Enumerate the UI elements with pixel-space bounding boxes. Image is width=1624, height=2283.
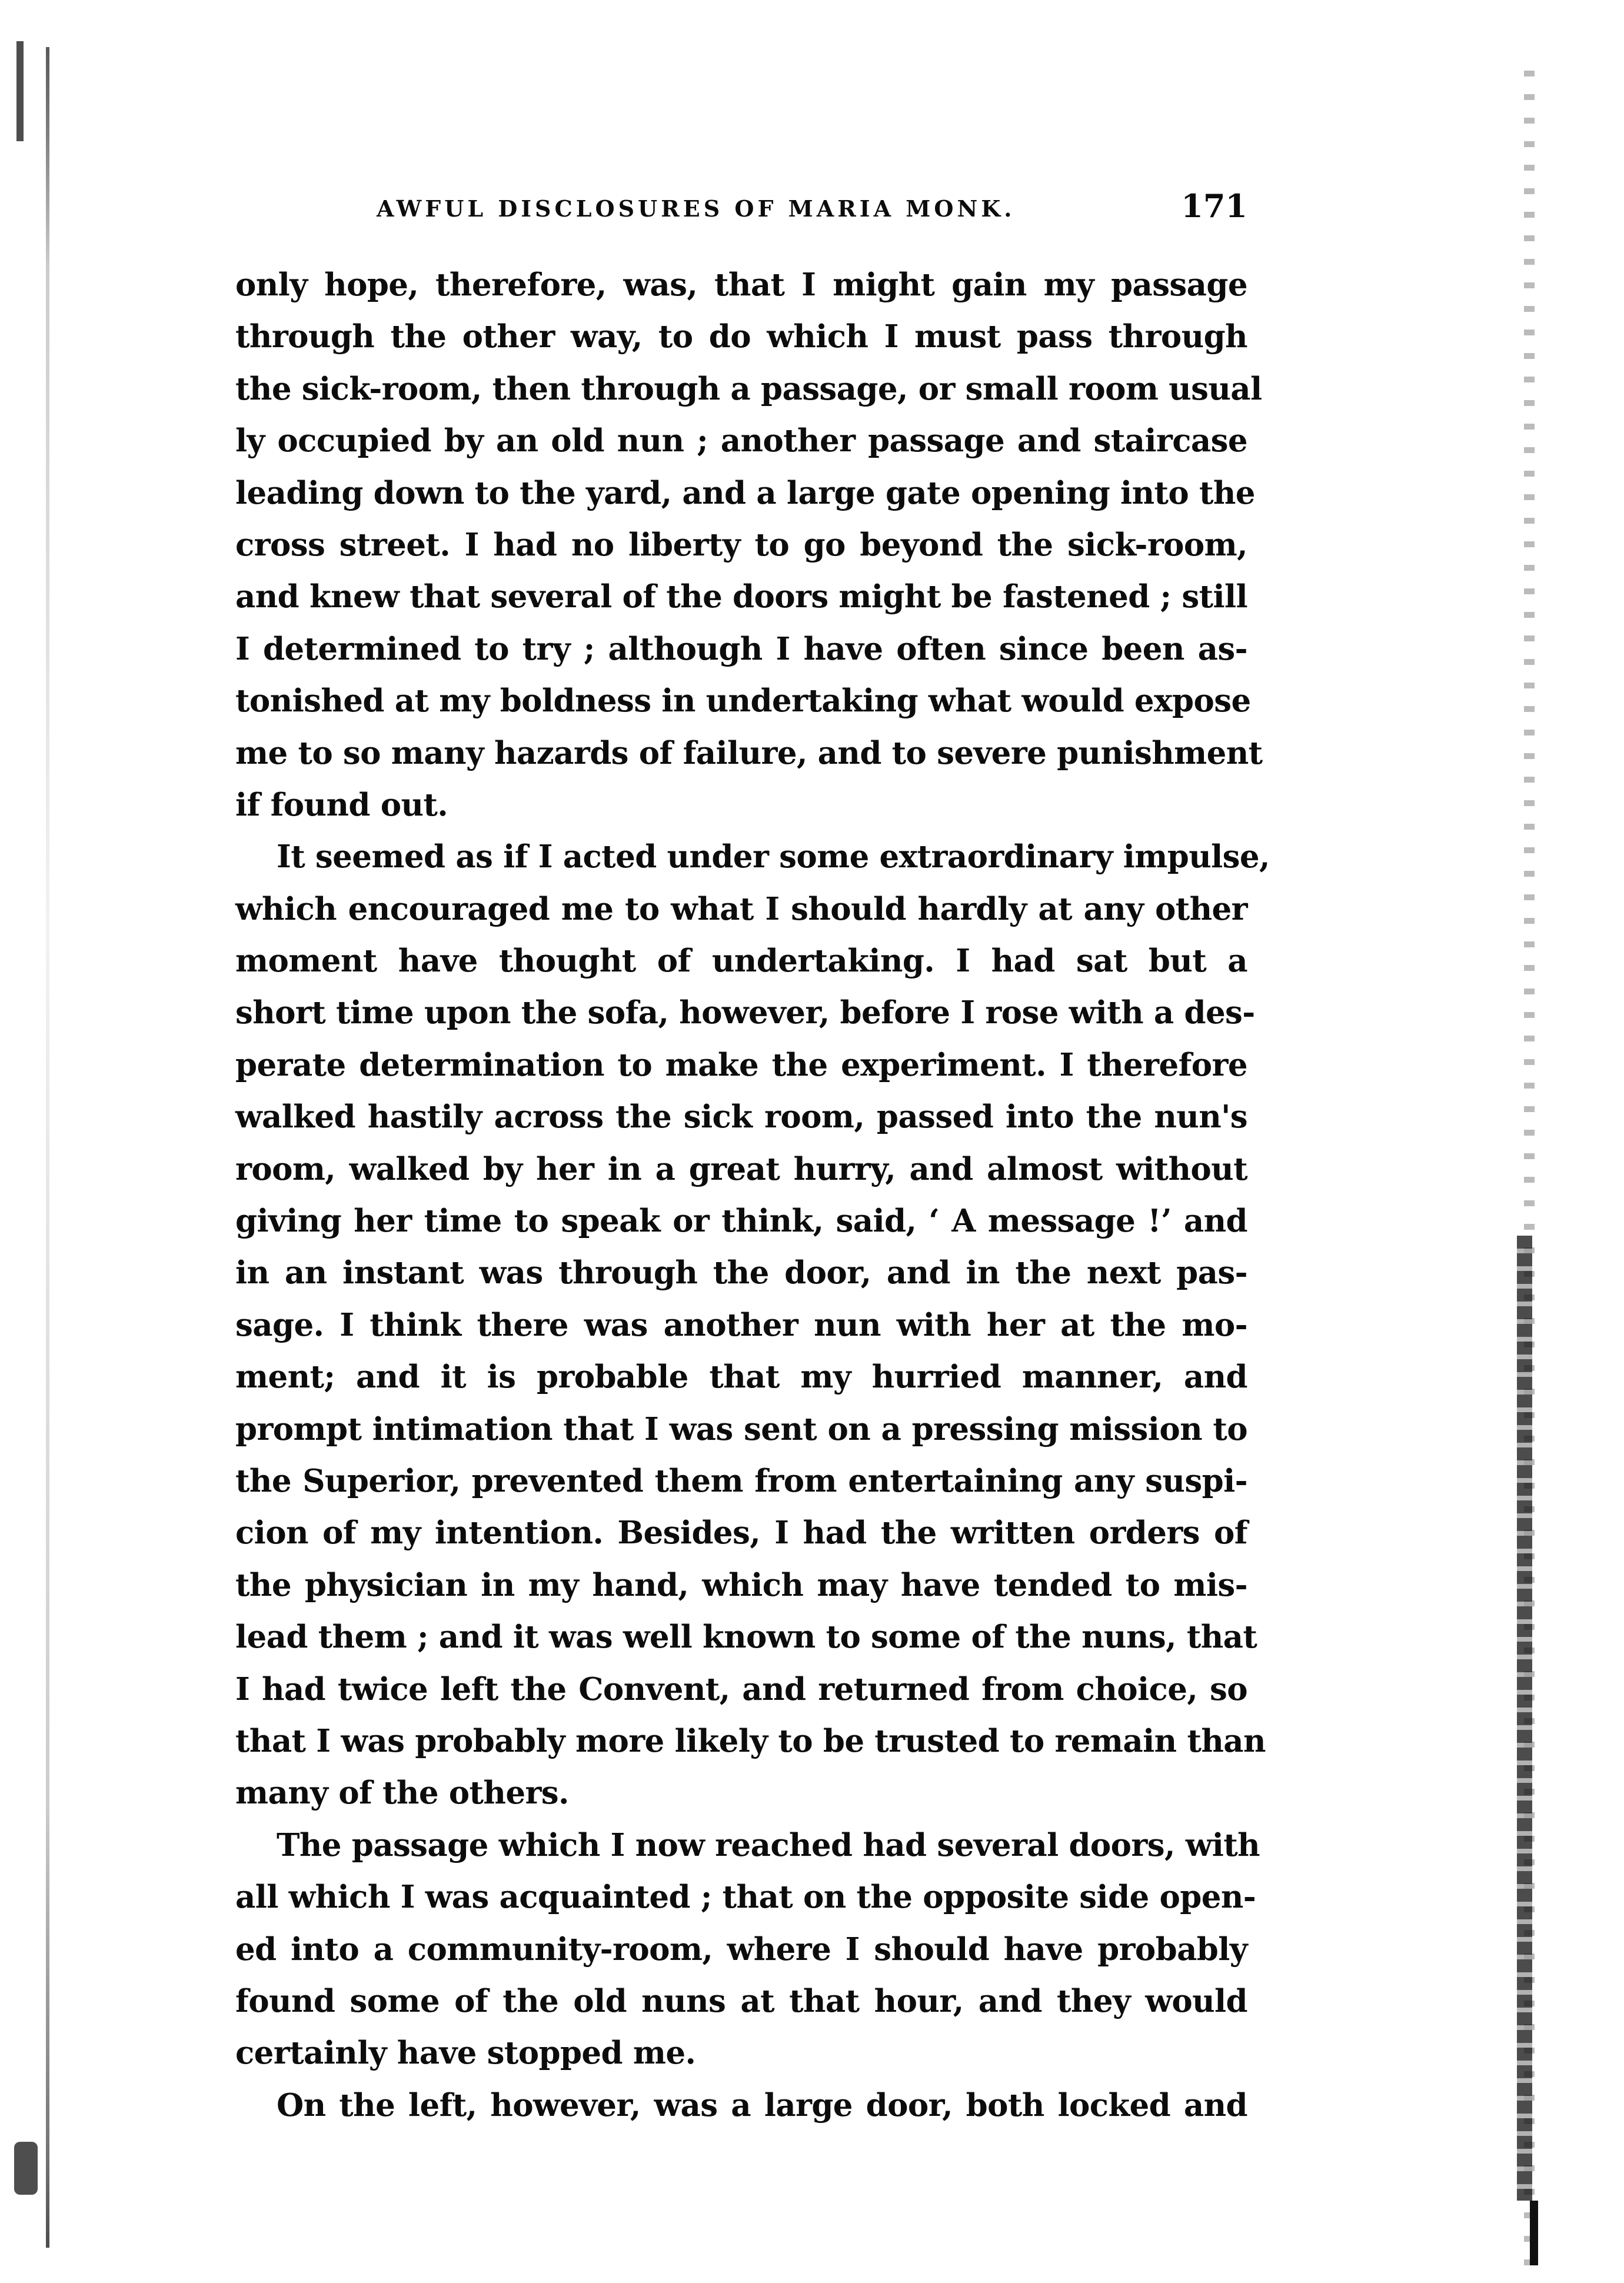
text-line: through the other way, to do which I must pass through — [235, 318, 1247, 355]
text-line: It seemed as if I acted under some extraordinary impulse, — [277, 838, 1270, 876]
text-line: and knew that several of the doors might be fastened ; still — [235, 578, 1248, 615]
text-line: lead them ; and it was well known to some of the nuns, that — [235, 1619, 1257, 1656]
text-line: cion of my intention. Besides, I had the written orders of — [235, 1515, 1247, 1552]
text-line: which encouraged me to what I should hardly at any other — [235, 890, 1247, 927]
text-line: found some of the old nuns at that hour, and they would — [235, 1982, 1247, 2019]
right-edge-binding — [1517, 1236, 1532, 2201]
text-line: only hope, therefore, was, that I might gain my passage — [235, 267, 1247, 303]
text-line: ment; and it is probable that my hurried manner, and — [235, 1359, 1247, 1396]
text-line: On the left, however, was a large door, both locked and — [277, 2086, 1247, 2124]
text-line: all which I was acquainted ; that on the opposite side open- — [235, 1879, 1256, 1916]
text-line: giving her time to speak or think, said, ‘ A message !’ and — [235, 1203, 1247, 1240]
left-page-edge — [46, 47, 49, 2248]
running-head: AWFUL DISCLOSURES OF MARIA MONK. — [377, 195, 1016, 222]
text-line: cross street. I had no liberty to go beyond the sick-room, — [235, 526, 1247, 563]
text-line: sage. I think there was another nun with her at the mo- — [235, 1306, 1247, 1343]
text-line: tonished at my boldness in undertaking what would expose — [235, 683, 1251, 720]
text-line: moment have thought of undertaking. I had sat but a — [235, 943, 1247, 980]
left-edge-mark-top — [16, 41, 24, 141]
text-line: that I was probably more likely to be trusted to remain than — [235, 1722, 1266, 1759]
text-line: I determined to try ; although I have often since been as- — [235, 630, 1247, 667]
text-line: the physician in my hand, which may have tended to mis- — [235, 1566, 1247, 1603]
text-line: ly occupied by an old nun ; another passage and staircase — [235, 422, 1247, 460]
page-number: 171 — [1181, 187, 1247, 225]
text-line: leading down to the yard, and a large gate opening into the — [235, 474, 1255, 511]
text-line: ed into a community-room, where I should have probably — [235, 1931, 1247, 1968]
text-line: if found out. — [235, 786, 448, 823]
text-line: the sick-room, then through a passage, or small room usual — [235, 370, 1262, 407]
right-edge-mark-bottom — [1530, 2201, 1538, 2265]
text-line: I had twice left the Convent, and returned from choice, so — [235, 1670, 1247, 1708]
text-line: me to so many hazards of failure, and to severe punishment — [235, 734, 1263, 771]
body-text — [235, 259, 1270, 2131]
text-line: prompt intimation that I was sent on a pressing mission to — [235, 1410, 1247, 1447]
text-line: in an instant was through the door, and in the next pas- — [235, 1254, 1247, 1292]
text-line: walked hastily across the sick room, passed into the nun's — [235, 1099, 1247, 1136]
text-line: many of the others. — [235, 1775, 569, 1812]
text-line: short time upon the sofa, however, before I rose with a des- — [235, 994, 1255, 1031]
text-line: The passage which I now reached had several doors, with — [277, 1826, 1260, 1863]
text-line: room, walked by her in a great hurry, and almost without — [235, 1150, 1247, 1187]
text-line: certainly have stopped me. — [235, 2035, 696, 2072]
text-line: perate determination to make the experiment. I therefore — [235, 1046, 1247, 1083]
page-header — [235, 187, 1247, 228]
left-edge-mark-bottom — [14, 2142, 38, 2195]
text-line: the Superior, prevented them from entertaining any suspi- — [235, 1462, 1247, 1499]
